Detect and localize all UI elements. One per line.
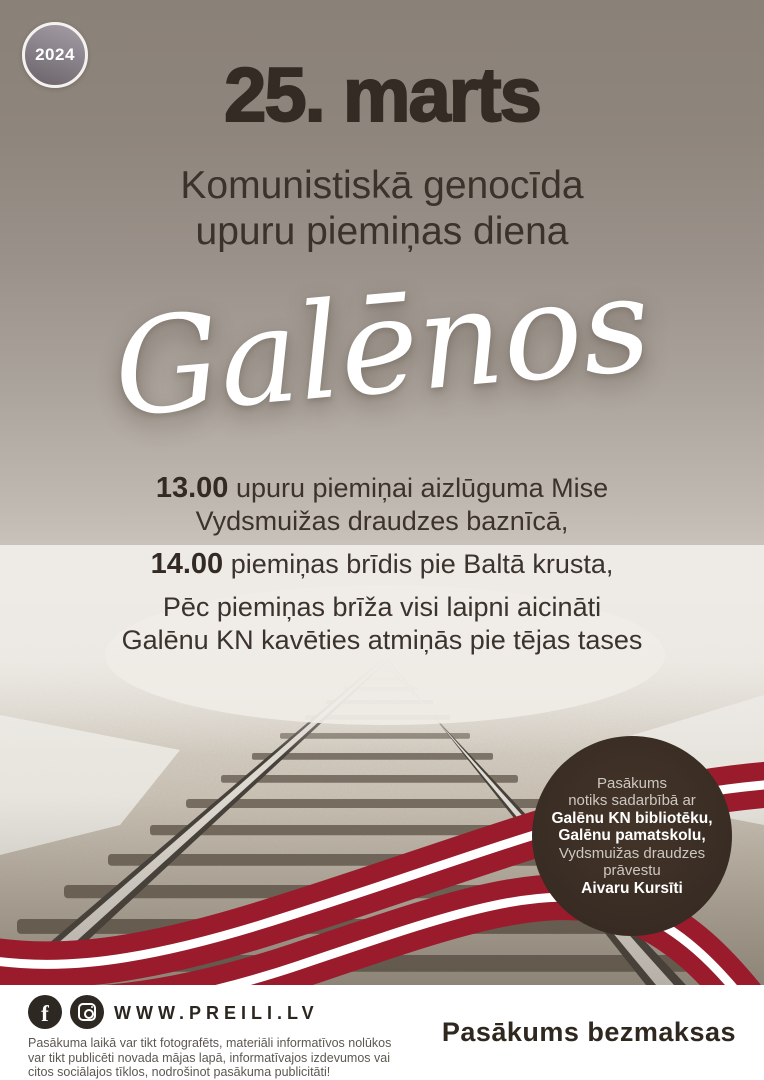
schedule-note-line-2: Galēnu KN kavēties atmiņās pie tējas tases (121, 625, 643, 655)
schedule-text-2: piemiņas brīdis pie Baltā krusta, (223, 549, 614, 579)
subtitle-line-2: upuru piemiņas diena (195, 210, 569, 253)
partners-line-3: Galēnu KN bibliotēku, (551, 809, 713, 827)
partners-line-7: Aivaru Kursīti (581, 879, 683, 897)
year-badge-label: 2024 (35, 45, 75, 64)
partners-circle (532, 736, 732, 936)
photo-disclaimer (28, 1036, 391, 1080)
schedule-note-line-1: Pēc piemiņas brīža visi laipni aicināti (162, 592, 602, 622)
schedule-item-2 (0, 548, 764, 581)
instagram-icon (70, 995, 104, 1029)
schedule-time-2: 14.00 (150, 548, 224, 580)
free-event-label: Pasākums bezmaksas (441, 1017, 736, 1047)
disclaimer-line-2: var tikt publicēti novada mājas lapā, informatīvajos izdevumos vai (28, 1050, 390, 1065)
partners-line-4: Galēnu pamatskolu, (558, 827, 706, 845)
schedule-text-1: upuru piemiņai aizlūguma Mise (228, 473, 609, 503)
schedule-item-1 (0, 472, 764, 505)
poster-title: 25. marts (224, 53, 540, 138)
website-url: WWW.PREILI.LV (114, 1003, 319, 1023)
partners-line-2: notiks sadarbībā ar (568, 792, 696, 810)
disclaimer-line-3: citos sociālajos tīklos, nodrošinot pasākuma publicitāti! (28, 1065, 331, 1079)
subtitle-line-1: Komunistiskā genocīda (180, 164, 584, 207)
year-badge (22, 22, 88, 88)
schedule-item-1-line-2: Vydsmuižas draudzes baznīcā, (195, 506, 569, 536)
footer-bar (0, 985, 764, 1080)
schedule-time-1: 13.00 (155, 472, 229, 504)
social-icons (28, 995, 104, 1029)
disclaimer-line-1: Pasākuma laikā var tikt fotografēts, materiāli informatīvos nolūkos (28, 1036, 392, 1050)
event-schedule (0, 472, 764, 657)
facebook-icon: f (28, 995, 62, 1029)
partners-line-1: Pasākums (596, 774, 668, 792)
partners-line-6: prāvestu (603, 862, 661, 880)
location-script-title: Galēnos (107, 246, 657, 448)
partners-line-5: Vydsmuižas draudzes (558, 844, 706, 862)
